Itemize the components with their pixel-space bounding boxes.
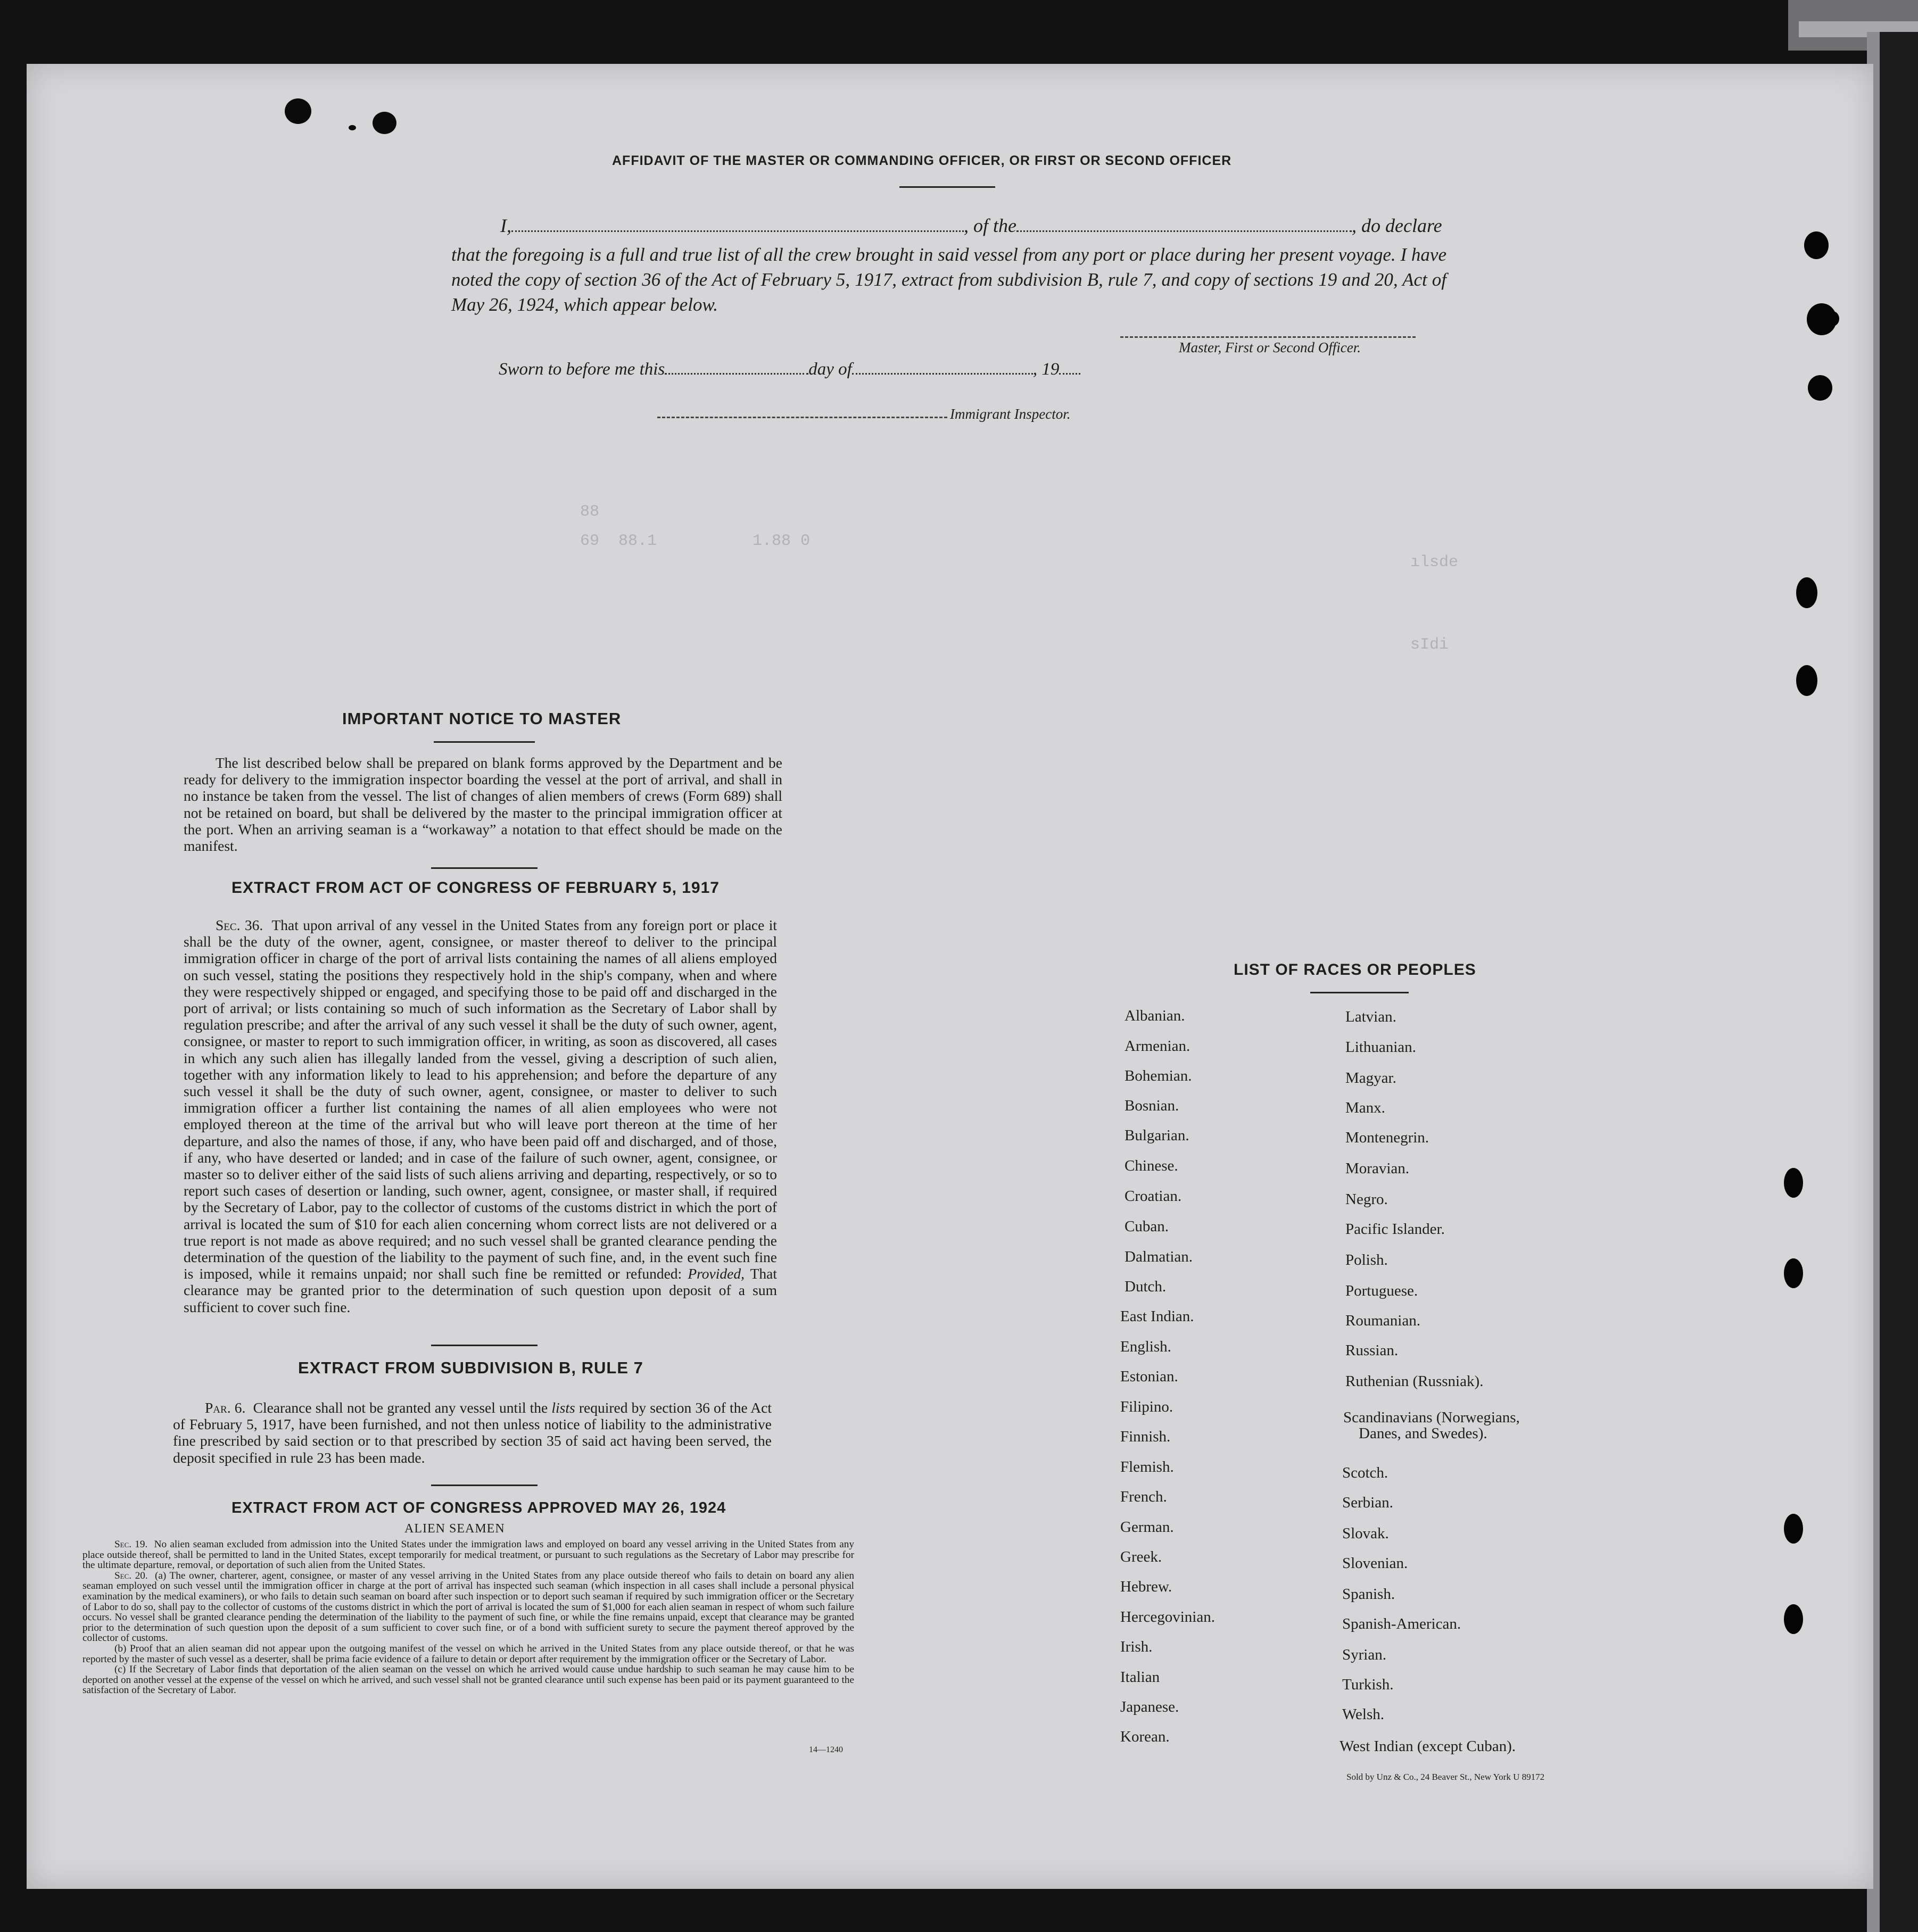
declarant-name-field[interactable] <box>511 214 964 232</box>
divider <box>431 1345 538 1346</box>
bleed-through-mark: 69 88.1 1.88 0 <box>580 532 811 550</box>
race-item: Manx. <box>1345 1099 1385 1116</box>
proviso-label: Provided, <box>688 1265 745 1282</box>
inspector-label: Immigrant Inspector. <box>950 406 1071 422</box>
race-item: Japanese. <box>1120 1698 1179 1715</box>
year-label: , 19 <box>1032 360 1060 379</box>
bleed-through-mark: ılsde <box>1410 553 1459 571</box>
race-item: Serbian. <box>1342 1494 1393 1511</box>
section-19-body: No alien seaman excluded from admission into the United States under the immigration laws and employed on board any vessel arriving in the United States from any place outside thereof, shall be permitted to land in the United States, except temporarily for medical treatment, or pursuant to such regulations as the Secretary of Labor may prescribe for the ultimate departure, removal, or deportation of such alien from the United States. <box>82 1539 854 1571</box>
sections-19-20-text <box>82 1539 854 1696</box>
inspector-signature-field[interactable] <box>657 417 947 418</box>
divider <box>431 867 538 869</box>
section-20-label: Sec. 20. <box>114 1570 148 1581</box>
race-item: Polish. <box>1345 1251 1388 1268</box>
printer-imprint: Sold by Unz & Co., 24 Beaver St., New York U 89172 <box>1346 1772 1545 1782</box>
sworn-month-field[interactable] <box>852 357 1033 375</box>
divider <box>1310 992 1409 993</box>
alien-seamen-subtitle: ALIEN SEAMEN <box>404 1522 505 1536</box>
paragraph-label: Par. 6. <box>205 1399 246 1416</box>
race-item: Greek. <box>1120 1548 1162 1565</box>
race-item: Portuguese. <box>1345 1282 1418 1299</box>
race-item: Scandinavians (Norwegians, <box>1343 1409 1520 1426</box>
race-item: Latvian. <box>1345 1008 1396 1025</box>
punch-hole <box>1784 1514 1803 1544</box>
sworn-prefix: Sworn to before me this <box>499 360 665 379</box>
bleed-through-mark: 88 <box>580 503 600 521</box>
race-item: Dutch. <box>1125 1278 1167 1295</box>
section-label: Sec. 36. <box>216 917 263 933</box>
race-item: Estonian. <box>1120 1368 1178 1385</box>
notice-paragraph: The list described below shall be prepared on blank forms approved by the Department and be ready for delivery to the immigration inspector boarding the vessel at the port of arrival, and shall in no instance be taken from the vessel. The list of changes of alien members of crews (Form 689) shall not be retained on board, but shall be delivered by the master to the principal immigration officer at the port. When an arriving seaman is a “workaway” a notation to that effect should be made on the manifest. <box>184 754 782 855</box>
punch-hole <box>1796 665 1817 696</box>
master-signature-field[interactable] <box>1120 336 1416 338</box>
race-item: Croatian. <box>1125 1188 1182 1205</box>
extract-1917-title: EXTRACT FROM ACT OF CONGRESS OF FEBRUARY 5, 1917 <box>232 879 720 897</box>
punch-hole <box>1804 231 1829 259</box>
race-item: Danes, and Swedes). <box>1359 1425 1487 1442</box>
proviso-text: That clearance may be granted prior to the determination of such question upon deposit of a sum sufficient to cover such fine. <box>184 1265 777 1315</box>
section-20c-body: (c) If the Secretary of Labor finds that deportation of the alien seaman on the vessel on which he arrived would cause undue hardship to such seaman he may cause him to be deported on another vessel at the expense of the vessel on which he arrived, and such vessel shall not be granted clearance until such expense has been paid or its payment guaranteed to the satisfaction of the Secretary of Labor. <box>82 1664 854 1696</box>
ink-stain <box>373 112 396 134</box>
race-item: Flemish. <box>1120 1458 1174 1475</box>
race-item: Pacific Islander. <box>1345 1221 1445 1238</box>
race-item: Russian. <box>1345 1342 1399 1359</box>
race-item: East Indian. <box>1120 1308 1194 1325</box>
race-item: Bosnian. <box>1125 1097 1179 1114</box>
vessel-name-field[interactable] <box>1016 214 1352 232</box>
race-item: Magyar. <box>1345 1069 1396 1087</box>
declarant-prefix: I, <box>500 215 511 236</box>
section-20a-body: (a) The owner, charterer, agent, consignee, or master of any vessel arriving in the United States from any place outside thereof who fails to detain on board any alien seaman employed on such vessel until the immigration officer in charge at the port of arrival has inspected such seaman (which inspection in all cases shall include a personal physical examination by the medical examiners), or who fails to detain such seaman on board after such inspection or to deport such seaman if required by such immigration officer or the Secretary of Labor to do so, shall pay to the collector of customs of the customs district in which the port of arrival is located the sum of $1,000 for each alien seaman in respect of whom such failure occurs. No vessel shall be granted clearance pending the determination of the liability to the payment of such fine, or while the fine remains unpaid, except that clearance may be granted prior to the determination of such question upon the deposit of a sum sufficient to cover such fine, or of a bond with sufficient surety to secure the payment thereof approved by the collector of customs. <box>82 1570 854 1644</box>
race-item: Lithuanian. <box>1345 1039 1416 1056</box>
race-item: Slovak. <box>1342 1525 1389 1542</box>
race-item: Chinese. <box>1125 1157 1178 1174</box>
race-item: Bohemian. <box>1125 1067 1192 1084</box>
declare-suffix: , do declare <box>1351 215 1442 236</box>
bleed-through-mark: sIdi <box>1410 636 1449 654</box>
master-signature-label: Master, First or Second Officer. <box>1179 339 1361 355</box>
race-item: Filipino. <box>1120 1398 1173 1415</box>
race-item: Hercegovinian. <box>1120 1608 1215 1626</box>
section-20b-body: (b) Proof that an alien seaman did not appear upon the outgoing manifest of the vessel on which he arrived in the United States from any place outside thereof, or that he was reported by the master of such vessel as a deserter, shall be prima facie evidence of a failure to detain or deport after requirement by the immigration officer or the Secretary of Labor. <box>82 1643 854 1665</box>
notice-title: IMPORTANT NOTICE TO MASTER <box>342 709 622 728</box>
section-19-label: Sec. 19. <box>114 1539 148 1550</box>
divider <box>899 186 995 188</box>
race-item: Dalmatian. <box>1125 1248 1193 1265</box>
paragraph-6-text <box>173 1399 772 1466</box>
sworn-year-field[interactable] <box>1059 357 1080 375</box>
paragraph-6-body-b: required by section 36 of the Act of February 5, 1917, have been furnished, and not then unless notice of liability to the administrative fine prescribed by said section or to that prescribed by section 35 of said act having been served, the deposit specified in rule 23 has been made. <box>173 1399 772 1466</box>
affidavit-title: AFFIDAVIT OF THE MASTER OR COMMANDING OFFICER, OR FIRST OR SECOND OFFICER <box>612 153 1232 168</box>
declaration-text: that the foregoing is a full and true list of all the crew brought in said vessel from any port or place during her present voyage. I have noted the copy of section 36 of the Act of February 5, 1917, extract from subdivision B, rule 7, and copy of sections 19 and 20, Act of May 26, 1924, which appear below. <box>451 244 1446 315</box>
race-item: Moravian. <box>1345 1160 1409 1177</box>
punch-hole <box>1808 375 1832 401</box>
race-item: Finnish. <box>1120 1428 1171 1445</box>
notice-text <box>184 754 782 854</box>
race-item: Cuban. <box>1125 1218 1169 1235</box>
race-item: Albanian. <box>1125 1007 1185 1024</box>
race-item: German. <box>1120 1519 1174 1536</box>
punch-hole <box>1784 1258 1803 1288</box>
section-36-text <box>184 917 777 1315</box>
race-item: Negro. <box>1345 1191 1388 1208</box>
ink-stain <box>349 125 356 130</box>
races-title: LIST OF RACES OR PEOPLES <box>1234 961 1476 979</box>
race-item: Montenegrin. <box>1345 1129 1429 1146</box>
divider <box>434 741 535 743</box>
race-item: Syrian. <box>1342 1646 1386 1663</box>
declaration-line <box>500 213 1453 238</box>
race-item: Roumanian. <box>1345 1312 1420 1329</box>
race-item: Spanish. <box>1342 1586 1395 1603</box>
race-item: French. <box>1120 1488 1167 1505</box>
race-item: Bulgarian. <box>1125 1127 1189 1144</box>
race-item: Korean. <box>1120 1728 1170 1745</box>
punch-hole <box>1826 311 1839 326</box>
divider <box>431 1485 538 1486</box>
race-item: Spanish-American. <box>1342 1615 1461 1632</box>
extract-1924-title: EXTRACT FROM ACT OF CONGRESS APPROVED MAY 26, 1924 <box>232 1499 726 1516</box>
race-item: Ruthenian (Russniak). <box>1345 1373 1484 1390</box>
race-item: Scotch. <box>1342 1464 1388 1481</box>
race-item: Hebrew. <box>1120 1578 1172 1595</box>
ink-stain <box>285 98 311 124</box>
section-36-body: That upon arrival of any vessel in the United States from any foreign port or place it shall be the duty of the owner, agent, consignee, or master thereof to deliver to the principal immigration officer in charge of the port of arrival lists containing the names of all aliens employed on such vessel, stating the positions they respectively hold in the ship's company, when and where they were respectively shipped or engaged, and specifying those to be paid off and discharged in the port of arrival; or lists containing so much of such information as the Secretary of Labor shall by regulation prescribe; and after the arrival of any such vessel it shall be the duty of such owner, agent, consignee, or master to report to such immigration officer, in writing, as soon as discovered, all cases in which any such alien has illegally landed from the vessel, giving a description of such alien, together with any information likely to lead to his apprehension; and before the departure of any such vessel it shall be the duty of such owner, agent, consignee, or master to deliver to such immigration officer a further list containing the names of all alien employees who were not employed thereon at the time of the arrival but who will leave port thereon at the time of her departure, and also the names of those, if any, who have been paid off and discharged, and of those, if any, who have deserted or landed; and in case of the failure of such owner, agent, consignee, or master so to deliver either of the said lists of such aliens arriving and departing, respectively, or so to report such cases of desertion or landing, such owner, agent, consignee, or master shall, if required by the Secretary of Labor, pay to the collector of customs of the customs district in which the port of arrival is located the sum of $10 for each alien concerning whom correct lists are not delivered or a true report is not made as above required; and no such vessel shall be granted clearance pending the determination of the question of the liability to the payment of such fine, and, in the event such fine is imposed, while it remains unpaid; nor shall such fine be remitted or refunded: <box>184 917 777 1282</box>
race-item: Italian <box>1120 1669 1160 1686</box>
race-item: Irish. <box>1120 1638 1153 1655</box>
race-item: Slovenian. <box>1342 1555 1408 1572</box>
sworn-line <box>499 356 1451 382</box>
race-item: English. <box>1120 1338 1171 1355</box>
day-of-label: day of <box>808 360 852 379</box>
race-item: Turkish. <box>1342 1676 1394 1693</box>
sworn-day-field[interactable] <box>665 357 808 375</box>
paragraph-6-body-a: Clearance shall not be granted any vessel until the <box>253 1399 548 1416</box>
punch-hole <box>1784 1604 1803 1634</box>
race-item: West Indian (except Cuban). <box>1340 1738 1516 1755</box>
race-item: Armenian. <box>1125 1038 1191 1055</box>
rule-7-title: EXTRACT FROM SUBDIVISION B, RULE 7 <box>298 1358 643 1377</box>
race-item: Welsh. <box>1342 1706 1385 1723</box>
form-number: 14—1240 <box>809 1745 843 1754</box>
lists-word: lists <box>551 1399 575 1416</box>
vessel-prefix: , of the <box>964 215 1016 236</box>
punch-hole <box>1784 1168 1803 1198</box>
punch-hole <box>1796 577 1817 608</box>
